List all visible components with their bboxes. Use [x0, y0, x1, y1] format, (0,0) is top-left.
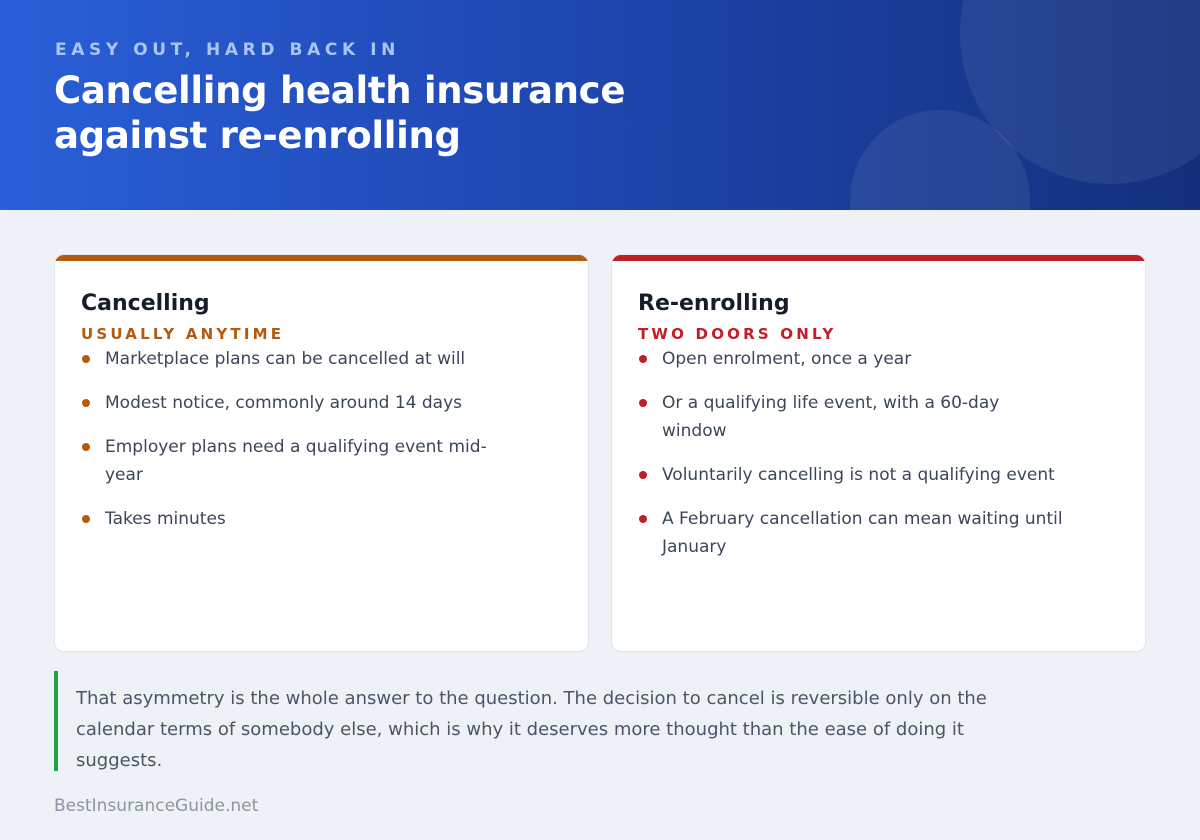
bullet-dot-icon: [82, 515, 90, 523]
card-title: Re-enrolling: [638, 291, 790, 316]
bullet-dot-icon: [639, 355, 647, 363]
bullet-list: [81, 345, 511, 549]
bullet-dot-icon: [639, 471, 647, 479]
bullet-dot-icon: [639, 399, 647, 407]
eyebrow-label: EASY OUT, HARD BACK IN: [55, 40, 400, 60]
list-item: [638, 505, 1068, 561]
list-item-text: Or a qualifying life event, with a 60-day window: [662, 393, 1000, 441]
list-item: [81, 389, 511, 417]
list-item: [81, 345, 511, 373]
footer-brand: BestInsuranceGuide.net: [54, 796, 259, 816]
list-item: [81, 505, 511, 533]
list-item: [638, 345, 1068, 373]
list-item: [638, 461, 1068, 489]
card-accent-bar: [55, 255, 588, 261]
list-item: [638, 389, 1068, 445]
header-banner: [0, 0, 1200, 210]
card-subtitle: TWO DOORS ONLY: [638, 325, 837, 343]
list-item-text: Employer plans need a qualifying event mid-year: [105, 437, 487, 485]
list-item-text: Takes minutes: [105, 509, 226, 529]
card-subtitle: USUALLY ANYTIME: [81, 325, 285, 343]
list-item-text: Open enrolment, once a year: [662, 349, 912, 369]
conclusion-quote: That asymmetry is the whole answer to the question. The decision to cancel is reversible only on the calendar terms of somebody else, which is why it deserves more thought than the ease of doing it suggests.: [54, 671, 1014, 771]
card-title: Cancelling: [81, 291, 210, 316]
card-accent-bar: [612, 255, 1145, 261]
bullet-dot-icon: [639, 515, 647, 523]
bullet-list: [638, 345, 1068, 577]
list-item-text: A February cancellation can mean waiting until January: [662, 509, 1063, 557]
list-item-text: Marketplace plans can be cancelled at will: [105, 349, 466, 369]
page-title: Cancelling health insurance against re-enrolling: [54, 69, 626, 157]
cancelling-card: [54, 254, 589, 652]
list-item-text: Voluntarily cancelling is not a qualifying event: [662, 465, 1055, 485]
reenrolling-card: [611, 254, 1146, 652]
bullet-dot-icon: [82, 399, 90, 407]
bullet-dot-icon: [82, 443, 90, 451]
list-item-text: Modest notice, commonly around 14 days: [105, 393, 462, 413]
list-item: [81, 433, 511, 489]
bullet-dot-icon: [82, 355, 90, 363]
